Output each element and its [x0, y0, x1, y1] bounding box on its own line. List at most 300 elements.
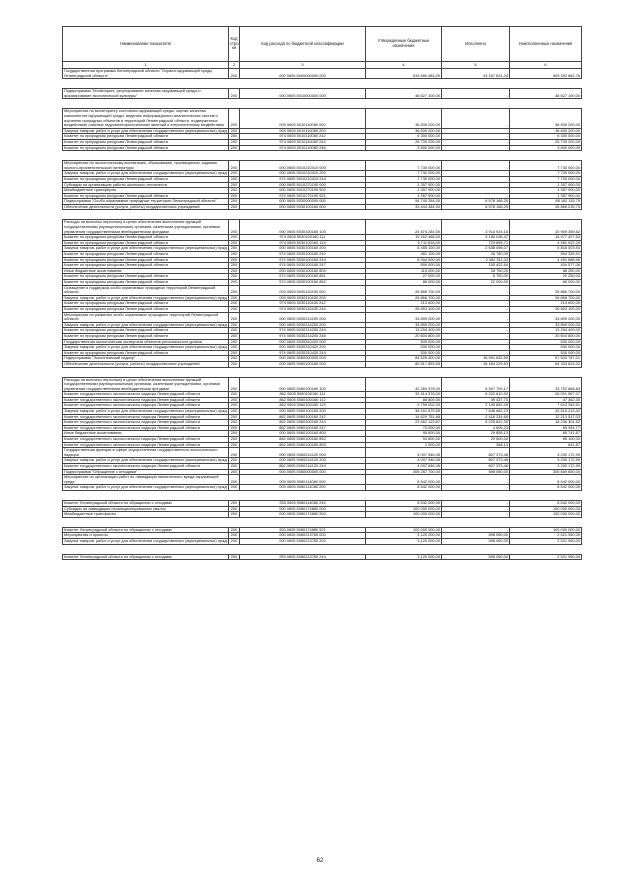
- row-executed: -: [442, 171, 510, 177]
- row-remaining: 33 899 200,00: [510, 322, 582, 328]
- row-line-code: 200: [229, 448, 240, 458]
- row-line-code: 200: [229, 312, 240, 322]
- row-approved: 213 600,00: [366, 301, 442, 307]
- row-approved: 590 000,00: [366, 263, 442, 269]
- row-line-code: 200: [229, 188, 240, 194]
- row-remaining: 26 866 700,00: [510, 295, 582, 301]
- row-gap-cell: [229, 79, 240, 89]
- column-number: 4: [366, 62, 442, 69]
- row-name: Закупка товаров, работ и услуг для обеспечения государственных (муниципальных) нужд: [64, 128, 227, 133]
- row-remaining: 33 752 668,83: [510, 377, 582, 392]
- table-row: [63, 220, 582, 235]
- row-approved: 26 653 100,00: [366, 306, 442, 312]
- row-gap: [63, 79, 582, 89]
- row-budget-code: 974 0605 5010110080 244: [240, 139, 366, 145]
- row-gap-cell: [366, 490, 442, 500]
- row-budget-code: 974 0605 5030100160 851: [240, 274, 366, 280]
- row-approved: 33 899 200,00: [366, 322, 442, 328]
- row-budget-code: 000 0605 5080114080 000: [240, 475, 366, 485]
- row-remaining: 20 604 800,00: [510, 333, 582, 339]
- row-gap-cell: [442, 490, 510, 500]
- row-budget-code: 974 0605 5030310420 244: [240, 350, 366, 356]
- row-executed: -: [442, 527, 510, 533]
- row-budget-code: 000 0605 5060100160 800: [240, 431, 366, 437]
- row-name: Межбюджетные трансферты: [63, 512, 229, 518]
- row-executed: -: [442, 139, 510, 145]
- row-name: Комитет по природным ресурсам Ленинградской области: [63, 176, 229, 182]
- table-row: [63, 403, 582, 409]
- row-remaining: 641,87: [510, 442, 582, 448]
- row-name: Обеспечение деятельности (услуги, работы) государственных учреждений: [63, 204, 229, 210]
- row-gap-cell: [63, 517, 229, 527]
- row-remaining: 8 542 000,00: [510, 475, 582, 485]
- row-gap-cell: [229, 367, 240, 377]
- row-executed: -: [442, 134, 510, 140]
- row-name: Комитет по природным ресурсам Ленинградской области: [63, 263, 229, 269]
- row-executed: -: [442, 161, 510, 171]
- row-name: Субсидии на организацию работы школьных лесничеств: [63, 182, 229, 188]
- row-approved: 981 100,00: [366, 252, 442, 258]
- table-row: [63, 235, 582, 241]
- row-remaining: 530 000,00: [510, 350, 582, 356]
- row-executed: 358,13: [442, 442, 510, 448]
- row-budget-code: 974 0605 5030100160 244: [240, 257, 366, 263]
- row-remaining: 2 521 950,00: [510, 533, 582, 539]
- row-budget-code: 000 0605 5010270190 000: [240, 182, 366, 188]
- row-executed: 6 750,00: [442, 274, 510, 280]
- row-line-code: 200: [229, 403, 240, 409]
- row-budget-code: 862 0605 5060214120 244: [240, 464, 366, 470]
- row-executed: 2 145 652,49: [442, 403, 510, 409]
- row-gap-cell: [510, 151, 582, 161]
- row-approved: 7 730 000,00: [366, 171, 442, 177]
- row-remaining: 67 533 767,01: [510, 356, 582, 362]
- row-executed: -: [442, 350, 510, 356]
- row-remaining: 12 213 517,03: [510, 414, 582, 420]
- header-row: [63, 27, 582, 62]
- row-executed: 24 167 621,24: [442, 69, 510, 79]
- row-approved: 3 120 000,00: [366, 554, 442, 560]
- row-executed: -: [442, 301, 510, 307]
- row-remaining: 86 250,00: [510, 268, 582, 274]
- row-gap-cell: [229, 210, 240, 220]
- table-row: [63, 377, 582, 392]
- row-executed: 3 185 036,47: [442, 235, 510, 241]
- row-approved: 33 444 384,00: [366, 204, 442, 210]
- row-name: Мероприятия по развитию особо охраняемых природных территорий Ленинградской области: [63, 312, 229, 322]
- col-header-budget-code: Код расхода по бюджетной классификации: [240, 27, 366, 62]
- row-line-code: 200: [229, 431, 240, 437]
- table-row: [63, 69, 582, 79]
- row-remaining: 3 200 172,99: [510, 458, 582, 464]
- row-budget-code: 974 0605 5010210410 244: [240, 176, 366, 182]
- row-remaining: 48 627 100,00: [510, 89, 582, 99]
- row-budget-code: 862 0605 5060100160 853: [240, 442, 366, 448]
- row-budget-code: 862 0605 5060100160 242: [240, 414, 366, 420]
- row-approved: 32 414 578,00: [366, 392, 442, 398]
- row-budget-code: 000 0605 5080000000 000: [240, 469, 366, 475]
- row-gap-cell: [442, 544, 510, 554]
- row-line-code: 200: [229, 506, 240, 512]
- row-gap-cell: [240, 367, 366, 377]
- row-gap-cell: [240, 490, 366, 500]
- row-remaining: 26 091 967,07: [510, 392, 582, 398]
- row-budget-code: 000 0605 5060100160 200: [240, 409, 366, 415]
- row-approved: 36 839 200,00: [366, 109, 442, 128]
- row-name: Подпрограмма "Экологический надзор": [63, 356, 229, 362]
- table-row: [63, 554, 582, 560]
- row-gap-cell: [442, 151, 510, 161]
- row-approved: 88 000,00: [366, 280, 442, 286]
- row-executed: 6 578 168,25: [442, 199, 510, 205]
- row-remaining: 4 981 922,29: [510, 240, 582, 246]
- table-row: [63, 263, 582, 269]
- row-executed: 26 760,09: [442, 252, 510, 258]
- row-name: Закупка товаров, работ и услуг для обеспечения государственных (муниципальных) нужд: [64, 170, 227, 176]
- row-line-code: 200: [229, 240, 240, 246]
- row-name: Закупка товаров, работ и услуг для обеспечения государственных (муниципальных) нужд: [64, 322, 227, 327]
- row-executed: 29 500,00: [442, 437, 510, 443]
- table-row: [63, 204, 582, 210]
- row-remaining: 8 542 000,00: [510, 485, 582, 491]
- row-approved: 26 866 700,00: [366, 295, 442, 301]
- table-row: [63, 475, 582, 485]
- row-gap-cell: [240, 151, 366, 161]
- row-approved: 48 627 100,00: [366, 89, 442, 99]
- row-name: Подпрограмма "Мониторинг, регулирование качества окружающей среды и формирование экологической культуры": [63, 89, 229, 99]
- row-executed: -: [442, 500, 510, 506]
- row-budget-code: 000 0605 5080213760 000: [240, 533, 366, 539]
- row-line-code: 200: [229, 458, 240, 464]
- row-approved: 4 007 546,45: [366, 448, 442, 458]
- row-gap: [63, 490, 582, 500]
- table-row: [63, 246, 582, 252]
- row-name: Закупка товаров, работ и услуг для обеспечения государственных (муниципальных) нужд: [64, 344, 227, 350]
- row-remaining: 26 653 100,00: [510, 306, 582, 312]
- row-gap-cell: [229, 151, 240, 161]
- row-executed: -: [442, 485, 510, 491]
- row-executed: -: [442, 295, 510, 301]
- row-line-code: 200: [229, 350, 240, 356]
- row-executed: 5 225 822,35: [442, 420, 510, 426]
- row-line-code: 200: [229, 109, 240, 128]
- row-line-code: 200: [229, 538, 240, 544]
- row-remaining: 7 730 000,00: [510, 161, 582, 171]
- table-row: [63, 109, 582, 128]
- row-approved: 33 899 200,00: [366, 312, 442, 322]
- row-executed: 2 638 096,07: [442, 246, 510, 252]
- row-executed: -: [442, 145, 510, 151]
- row-line-code: 200: [229, 263, 240, 269]
- row-line-code: 200: [229, 437, 240, 443]
- row-name: Закупка товаров, работ и услуг для обеспечения государственных (муниципальных) нужд: [64, 408, 227, 414]
- row-executed: 598 050,00: [442, 538, 510, 544]
- row-line-code: 200: [229, 285, 240, 295]
- row-name: Обеспечение деятельности (услуги, работы) государственных учреждений: [63, 361, 229, 367]
- table-row: [63, 409, 582, 415]
- row-budget-code: 000 0605 5060100160 000: [240, 361, 366, 367]
- row-budget-code: 862 0605 5060100160 852: [240, 437, 366, 443]
- row-approved: 100 000 000,00: [366, 527, 442, 533]
- table-row: [63, 425, 582, 431]
- row-line-code: 200: [229, 425, 240, 431]
- row-name: Подпрограмма "Обращение с отходами": [63, 469, 229, 475]
- col-header-approved: Утвержденные бюджетные назначения: [366, 27, 442, 62]
- row-line-code: 200: [229, 220, 240, 235]
- row-gap-cell: [366, 151, 442, 161]
- row-budget-code: 000 0605 5030214200 200: [240, 322, 366, 328]
- row-line-code: 200: [229, 280, 240, 286]
- row-approved: 36 839 200,00: [366, 128, 442, 134]
- row-budget-code: 862 0605 5060100160 112: [240, 397, 366, 403]
- table-row: [63, 361, 582, 367]
- row-remaining: 8 542 000,00: [510, 500, 582, 506]
- row-line-code: 200: [229, 414, 240, 420]
- row-executed: 6 578 168,25: [442, 204, 510, 210]
- row-remaining: 26 866 700,00: [510, 285, 582, 295]
- row-approved: 8 455 100,00: [366, 246, 442, 252]
- row-name: Комитет по природным ресурсам Ленинградской области: [63, 328, 229, 334]
- row-remaining: 30 515 213,32: [510, 409, 582, 415]
- row-approved: 8 542 000,00: [366, 485, 442, 491]
- row-approved: 19 162 468,00: [366, 235, 442, 241]
- table-row: [63, 414, 582, 420]
- row-budget-code: 000 0605 5030110430 200: [240, 295, 366, 301]
- row-remaining: 6 300 000,00: [510, 134, 582, 140]
- row-gap-cell: [63, 79, 229, 89]
- row-executed: 598 050,00: [442, 554, 510, 560]
- row-approved: 95 600,00: [366, 431, 442, 437]
- row-remaining: 530 000,00: [510, 345, 582, 351]
- row-budget-code: 974 0605 5030100160 119: [240, 240, 366, 246]
- row-remaining: 65 100,00: [510, 437, 582, 443]
- row-executed: 29 858,13: [442, 431, 510, 437]
- row-name: Субсидии на ликвидацию несанкционированных свалок: [63, 506, 229, 512]
- row-line-code: 200: [229, 161, 240, 171]
- row-approved: 84 525 400,00: [366, 356, 442, 362]
- row-remaining: 2 521 950,00: [510, 538, 582, 544]
- row-gap-cell: [240, 99, 366, 109]
- row-executed: -: [442, 506, 510, 512]
- row-name: Комитет государственного экологического надзора Ленинградской области: [63, 403, 229, 409]
- row-executed: 28 750,00: [442, 268, 510, 274]
- row-gap-cell: [510, 490, 582, 500]
- row-budget-code: 862 0605 5060100160 247: [240, 425, 366, 431]
- row-approved: 3 120 000,00: [366, 538, 442, 544]
- row-budget-code: 974 0605 5010110080 242: [240, 134, 366, 140]
- row-name: Закупка товаров, работ и услуг для обеспечения государственных (муниципальных) нужд: [64, 457, 227, 463]
- row-remaining: 3 800 000,00: [510, 145, 582, 151]
- row-approved: 1 357 900,00: [366, 182, 442, 188]
- row-executed: -: [442, 306, 510, 312]
- row-name: Межбюджетные трансферты: [63, 188, 229, 194]
- table-row: [63, 442, 582, 448]
- row-budget-code: 253 0605 5080213760 244: [240, 554, 366, 560]
- row-remaining: 15 977 427,53: [510, 235, 582, 241]
- row-gap-cell: [366, 99, 442, 109]
- row-remaining: 65 394,77: [510, 425, 582, 431]
- row-gap-cell: [240, 210, 366, 220]
- row-line-code: 200: [229, 295, 240, 301]
- row-remaining: 305 669 650,00: [510, 469, 582, 475]
- row-remaining: 26 739 200,00: [510, 139, 582, 145]
- row-approved: 24 874 284,00: [366, 220, 442, 235]
- row-line-code: 200: [229, 533, 240, 539]
- row-executed: 598 050,00: [442, 469, 510, 475]
- row-executed: 155 422,94: [442, 263, 510, 269]
- row-remaining: 33 899 200,00: [510, 312, 582, 322]
- row-executed: -: [442, 328, 510, 334]
- row-gap: [63, 544, 582, 554]
- row-executed: 598 050,00: [442, 533, 510, 539]
- row-name: Комитет Ленинградской области по обращению с отходами: [63, 500, 229, 506]
- row-gap-cell: [442, 79, 510, 89]
- row-gap-cell: [442, 517, 510, 527]
- row-executed: -: [442, 512, 510, 518]
- table-row: [63, 312, 582, 322]
- row-budget-code: 000 0605 5010270190 500: [240, 188, 366, 194]
- row-gap: [63, 99, 582, 109]
- row-name: Расходы на выплаты персоналу в целях обеспечения выполнения функций государственными (муниципальными) органами, казенными учреждениями, органами управления государственными внебюджетными фондами: [63, 220, 229, 235]
- row-budget-code: 000 0605 5010000000 000: [240, 89, 366, 99]
- row-executed: 807 373,46: [442, 458, 510, 464]
- row-approved: 4 007 546,45: [366, 458, 442, 464]
- row-line-code: 200: [229, 89, 240, 99]
- row-line-code: 200: [229, 199, 240, 205]
- row-approved: 115 000,00: [366, 268, 442, 274]
- row-gap-cell: [366, 517, 442, 527]
- row-gap-cell: [240, 544, 366, 554]
- row-name: Комитет по природным ресурсам Ленинградской области: [63, 280, 229, 286]
- row-remaining: 20 250,00: [510, 274, 582, 280]
- row-budget-code: 000 0605 5010210410 000: [240, 161, 366, 171]
- row-line-code: 200: [229, 235, 240, 241]
- row-approved: 27 000,00: [366, 274, 442, 280]
- row-line-code: 200: [229, 69, 240, 79]
- row-line-code: 200: [229, 356, 240, 362]
- row-remaining: 36 839 200,00: [510, 128, 582, 134]
- row-line-code: 200: [229, 274, 240, 280]
- row-name: Комитет государственного экологического надзора Ленинградской области: [63, 414, 229, 420]
- row-approved: 1 357 900,00: [366, 193, 442, 199]
- row-approved: 100 000 000,00: [366, 512, 442, 518]
- row-budget-code: 000 0605 5060214120 200: [240, 458, 366, 464]
- row-approved: 94 740 284,00: [366, 199, 442, 205]
- row-budget-code: 974 0605 5030110430 242: [240, 301, 366, 307]
- row-remaining: 65 741,87: [510, 431, 582, 437]
- row-gap-cell: [240, 517, 366, 527]
- row-budget-code: 862 0605 5060100160 111: [240, 392, 366, 398]
- row-gap-cell: [63, 99, 229, 109]
- row-remaining: 1 357 900,00: [510, 182, 582, 188]
- column-number: 3: [240, 62, 366, 69]
- row-gap: [63, 367, 582, 377]
- row-remaining: 509 392 862,76: [510, 69, 582, 79]
- row-line-code: 200: [229, 469, 240, 475]
- row-remaining: 26 866 215,75: [510, 204, 582, 210]
- row-name: Комитет по природным ресурсам Ленинградской области: [63, 139, 229, 145]
- row-budget-code: 000 0605 5080174880 000: [240, 506, 366, 512]
- row-name: Комитет государственного экологического надзора Ленинградской области: [63, 397, 229, 403]
- col-header-remaining: Неисполненные назначения: [510, 27, 582, 62]
- row-remaining: 100 000 000,00: [510, 506, 582, 512]
- budget-execution-sheet: [62, 26, 581, 560]
- row-remaining: 3 200 172,99: [510, 464, 582, 470]
- row-approved: 80 517 853,55: [366, 361, 442, 367]
- row-name: Комитет по природным ресурсам Ленинградской области: [63, 252, 229, 258]
- row-executed: -: [442, 475, 510, 485]
- row-executed: 2 452 311,04: [442, 257, 510, 263]
- row-line-code: 200: [229, 409, 240, 415]
- column-number: 6: [510, 62, 582, 69]
- row-executed: 3 914 924,18: [442, 220, 510, 235]
- row-remaining: 36 839 200,00: [510, 109, 582, 128]
- row-name: Комитет по природным ресурсам Ленинградской области: [63, 274, 229, 280]
- row-line-code: 200: [229, 322, 240, 328]
- row-approved: 26 739 200,00: [366, 139, 442, 145]
- row-budget-code: 253 0605 5080174880 521: [240, 527, 366, 533]
- row-budget-code: 862 0605 5060100160 244: [240, 420, 366, 426]
- row-name: Комитет по природным ресурсам Ленинградской области: [63, 333, 229, 339]
- row-approved: 3 800 000,00: [366, 145, 442, 151]
- row-executed: 39 437,70: [442, 397, 510, 403]
- row-gap-cell: [442, 210, 510, 220]
- col-header-name: Наименование показателя: [63, 27, 229, 62]
- row-budget-code: 000 0605 5010110080 000: [240, 109, 366, 128]
- row-gap-cell: [63, 490, 229, 500]
- row-budget-code: 974 0605 5030214200 246: [240, 333, 366, 339]
- row-budget-code: 000 0605 5030100160 800: [240, 268, 366, 274]
- row-remaining: 66 000,00: [510, 280, 582, 286]
- row-gap-cell: [366, 79, 442, 89]
- row-gap-cell: [366, 367, 442, 377]
- row-approved: 9 759 002,00: [366, 403, 442, 409]
- row-line-code: 200: [229, 139, 240, 145]
- row-gap-cell: [366, 210, 442, 220]
- row-executed: 16 991 632,99: [442, 356, 510, 362]
- row-line-code: 200: [229, 301, 240, 307]
- row-remaining: 1 357 900,00: [510, 188, 582, 194]
- row-budget-code: 000 0605 5080174880 500: [240, 512, 366, 518]
- row-name: Мероприятия по экологическому воспитанию, образованию, просвещению, изданию эколого-просветительской литературы: [63, 161, 229, 171]
- row-name: Комитет государственного экологического надзора Ленинградской области: [63, 464, 229, 470]
- row-executed: -: [442, 345, 510, 351]
- row-line-code: 200: [229, 252, 240, 258]
- table-row: [63, 397, 582, 403]
- row-line-code: 200: [229, 554, 240, 560]
- row-approved: 533 560 484,00: [366, 69, 442, 79]
- row-name: Комитет по природным ресурсам Ленинградской области: [63, 134, 229, 140]
- row-budget-code: 000 0605 5030310420 200: [240, 345, 366, 351]
- row-budget-code: 000 0605 5060214120 000: [240, 448, 366, 458]
- row-executed: 2 416 234,65: [442, 414, 510, 420]
- table-row: [63, 252, 582, 258]
- row-approved: 6 300 000,00: [366, 134, 442, 140]
- row-executed: 6 322 610,93: [442, 392, 510, 398]
- row-name: Комитет по природным ресурсам Ленинградской области: [63, 257, 229, 263]
- row-approved: 8 542 000,00: [366, 500, 442, 506]
- row-remaining: 20 959 359,82: [510, 220, 582, 235]
- row-name: Расходы на выплаты персоналу в целях обеспечения выполнения функций государственными (муниципальными) органами, казенными учреждениями, органами управления государственными внебюджетными фондами: [63, 377, 229, 392]
- row-executed: -: [442, 333, 510, 339]
- row-approved: 530 000,00: [366, 345, 442, 351]
- table-row: [63, 161, 582, 171]
- row-approved: 94 600,00: [366, 437, 442, 443]
- row-line-code: 200: [229, 392, 240, 398]
- row-remaining: 88 162 115,75: [510, 199, 582, 205]
- row-budget-code: 000 0605 5080114080 200: [240, 485, 366, 491]
- row-name: Подпрограмма "Особо охраняемые природные территории Ленинградской области": [63, 199, 229, 205]
